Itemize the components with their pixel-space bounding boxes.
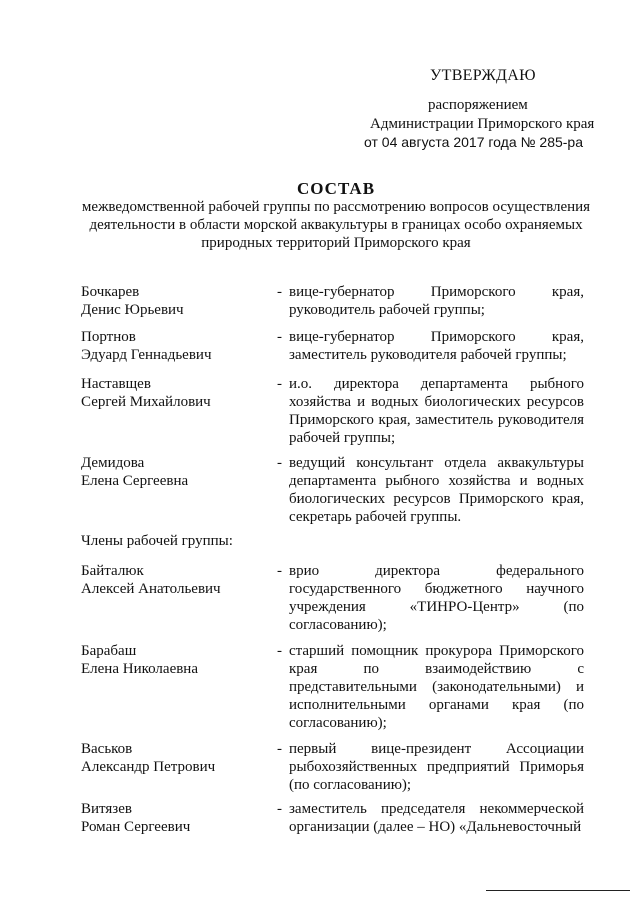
approval-line-3: от 04 августа 2017 года № 285-ра (364, 134, 584, 150)
person-surname: Портнов (81, 329, 136, 345)
person-given-name: Алексей Анатольевич (81, 581, 221, 597)
dash: - (277, 801, 282, 817)
approval-line-1: распоряжением (428, 97, 528, 113)
subtitle-line: природных территорий Приморского края (201, 235, 471, 251)
person-surname: Демидова (81, 455, 145, 471)
person-role: заместитель председателя некоммерческой организации (далее – НО) «Дальневосточный (289, 801, 584, 835)
person-surname: Бочкарев (81, 284, 140, 300)
person-name (81, 562, 271, 598)
person-given-name: Александр Петрович (81, 759, 216, 775)
dash: - (277, 563, 282, 579)
person-name (81, 740, 271, 776)
approval-title: УТВЕРЖДАЮ (430, 67, 536, 84)
dash: - (277, 455, 282, 471)
person-given-name: Сергей Михайлович (81, 394, 211, 410)
person-surname: Байталюк (81, 563, 144, 579)
person-given-name: Елена Сергеевна (81, 473, 189, 489)
person-role: вице-губернатор Приморского края, руководитель рабочей группы; (289, 284, 584, 318)
document-subtitle (60, 198, 612, 252)
person-given-name: Эдуард Геннадьевич (81, 347, 212, 363)
dash: - (277, 643, 282, 659)
person-role: ведущий консультант отдела аквакультуры департамента рыбного хозяйства и водных биологических ресурсов Приморского края, секретарь рабочей группы. (289, 455, 584, 525)
person-name (81, 328, 271, 364)
person-role: вице-губернатор Приморского края, заместитель руководителя рабочей группы; (289, 329, 584, 363)
person-name (81, 375, 271, 411)
person-given-name: Елена Николаевна (81, 661, 198, 677)
members-label: Члены рабочей группы: (81, 533, 233, 549)
person-name (81, 642, 271, 678)
person-given-name: Денис Юрьевич (81, 302, 184, 318)
person-surname: Наставщев (81, 376, 151, 392)
approval-line-2: Администрации Приморского края (370, 116, 595, 132)
person-name (81, 800, 271, 836)
person-surname: Витязев (81, 801, 132, 817)
dash: - (277, 329, 282, 345)
person-surname: Барабаш (81, 643, 137, 659)
person-given-name: Роман Сергеевич (81, 819, 191, 835)
person-role: врио директора федерального государственного бюджетного научного учреждения «ТИНРО-Центр» (по согласованию); (289, 563, 584, 633)
dash: - (277, 741, 282, 757)
person-role: первый вице-президент Ассоциации рыбохозяйственных предприятий Приморья (по согласованию); (289, 741, 584, 793)
person-name (81, 283, 271, 319)
dash: - (277, 376, 282, 392)
person-surname: Васьков (81, 741, 133, 757)
person-name (81, 454, 271, 490)
document-title: СОСТАВ (296, 179, 376, 198)
person-role: и.о. директора департамента рыбного хозяйства и водных биологических ресурсов Приморского края, заместитель руководителя рабочей группы; (289, 376, 584, 446)
subtitle-line: деятельности в области морской аквакультуры в границах особо охраняемых (89, 217, 583, 233)
subtitle-line: межведомственной рабочей группы по рассмотрению вопросов осуществления (81, 199, 591, 215)
footnote-divider (486, 890, 630, 891)
dash: - (277, 284, 282, 300)
person-role: старший помощник прокурора Приморского края по взаимодействию с представительными (законодательными) и исполнительными органами края (по согласованию); (289, 643, 584, 731)
